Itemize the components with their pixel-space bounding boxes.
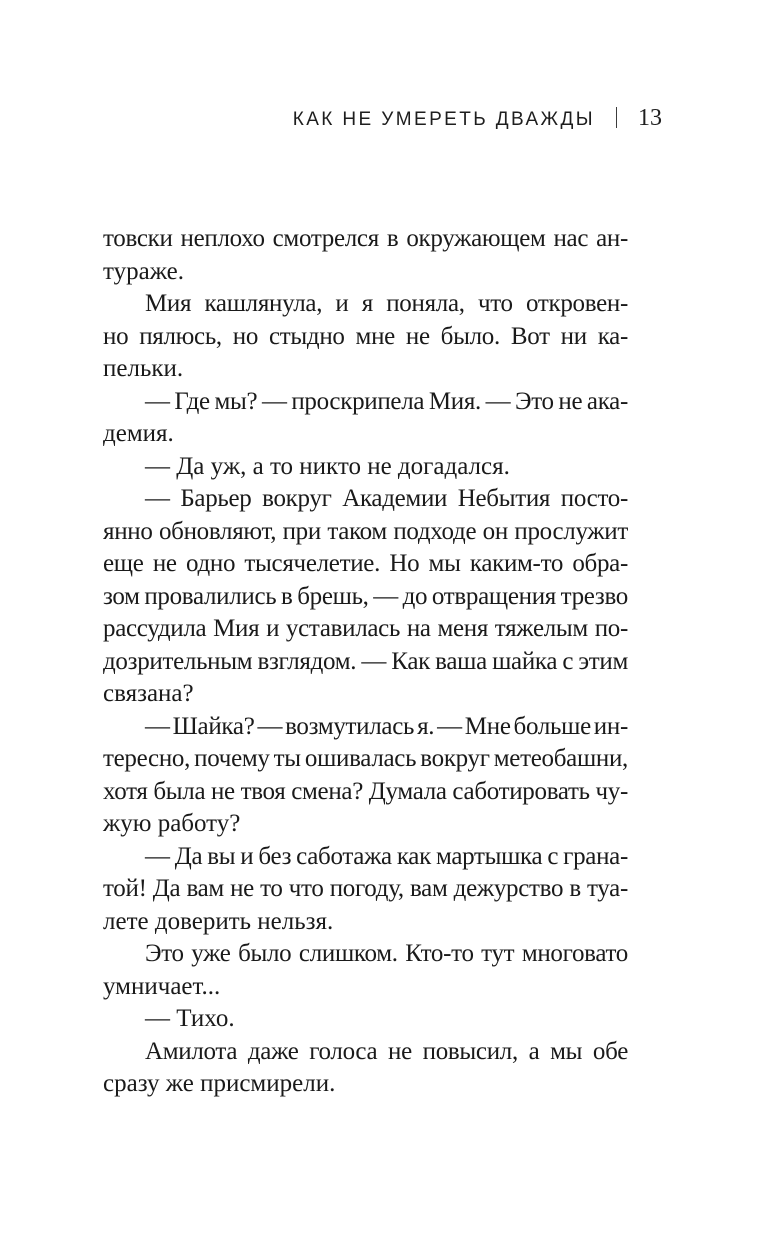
- text-line: товски неплохо смотрелся в окружающем нас ан-: [103, 225, 628, 252]
- text-line: сразу же присмирели.: [103, 1070, 336, 1097]
- text-line: дозрительным взглядом. — Как ваша шайка с этим: [103, 647, 628, 675]
- text-block: [103, 223, 628, 1101]
- text-line: — Шайка? — возмутилась я. — Мне больше ин-: [145, 712, 628, 740]
- text-line: демия.: [103, 420, 174, 447]
- text-line: — Барьер вокруг Академии Небытия посто-: [145, 485, 628, 512]
- running-title: КАК НЕ УМЕРЕТЬ ДВАЖДЫ: [292, 109, 595, 130]
- text-line: — Тихо.: [145, 1005, 235, 1032]
- header-separator: [616, 107, 617, 128]
- text-line: — Где мы? — проскрипела Мия. — Это не ака-: [145, 387, 628, 415]
- text-line: хотя была не твоя смена? Думала саботировать чу-: [103, 777, 628, 805]
- text-line: зом провалились в брешь, — до отвращения трезво: [103, 582, 628, 610]
- text-line: янно обновляют, при таком подходе он прослужит: [103, 517, 628, 545]
- text-line: Мия кашлянула, и я поняла, что откровен-: [145, 290, 628, 317]
- text-line: пельки.: [103, 355, 184, 382]
- text-line: — Да уж, а то никто не догадался.: [145, 452, 510, 480]
- text-line: — Да вы и без саботажа как мартышка с грана-: [145, 842, 628, 870]
- text-line: еще не одно тысячелетие. Но мы каким-то обра-: [103, 550, 628, 577]
- text-line: связана?: [103, 680, 194, 707]
- text-line: умничает...: [103, 972, 221, 1000]
- text-line: Это уже было слишком. Кто-то тут многовато: [145, 940, 628, 967]
- text-line: Амилота даже голоса не повысил, а мы обе: [145, 1037, 628, 1065]
- running-header: [293, 104, 662, 132]
- page-number: 13: [638, 105, 662, 131]
- text-line: но пялюсь, но стыдно мне не было. Вот ни ка-: [103, 322, 628, 350]
- text-line: рассудила Мия и уставилась на меня тяжелым по-: [103, 615, 628, 642]
- text-line: лете доверить нельзя.: [103, 907, 334, 935]
- text-line: жую работу?: [103, 810, 241, 837]
- text-line: тересно, почему ты ошивалась вокруг метеобашни,: [103, 745, 628, 772]
- text-line: тураже.: [103, 257, 184, 285]
- text-line: той! Да вам не то что погоду, вам дежурство в туа-: [103, 875, 628, 902]
